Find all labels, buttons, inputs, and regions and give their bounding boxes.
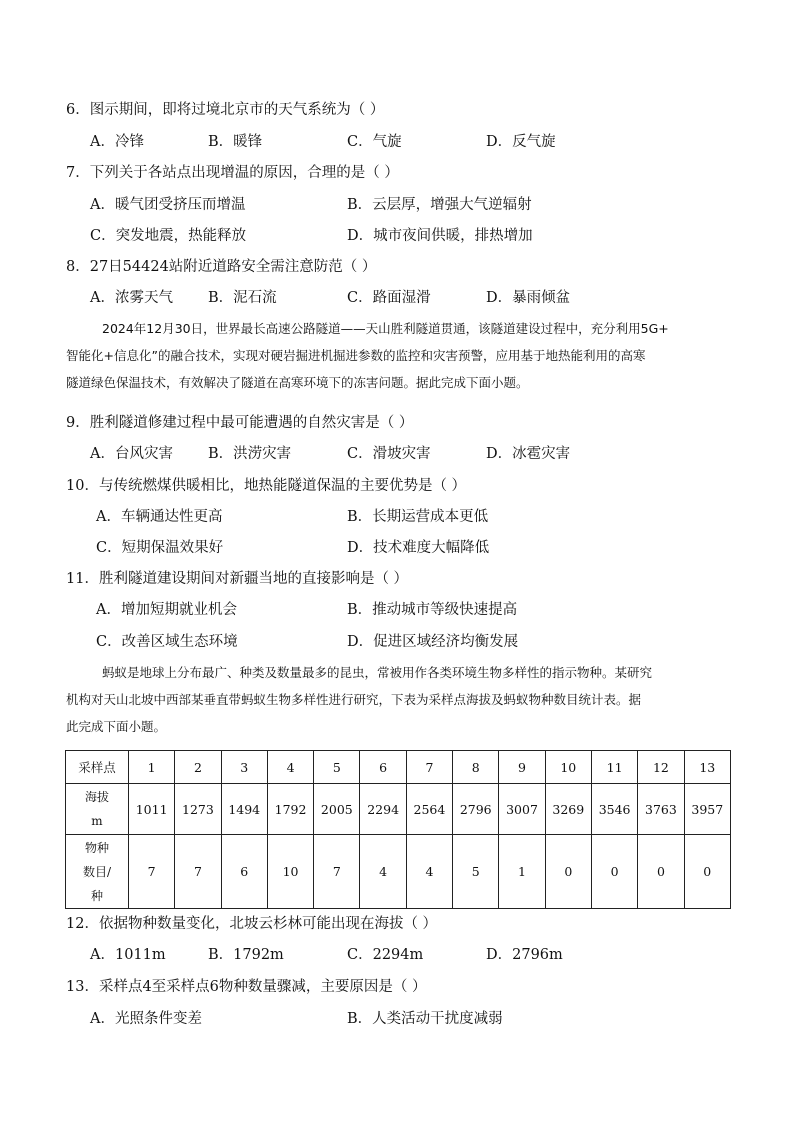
table-cell: 3957 <box>684 784 730 835</box>
table-cell: 4 <box>267 751 313 784</box>
table-cell: 12 <box>638 751 684 784</box>
question-9-option-c: C．滑坡灾害 <box>347 446 431 462</box>
table-cell: 1011 <box>129 784 175 835</box>
table-cell: 2294 <box>360 784 406 835</box>
table-cell: 3269 <box>545 784 591 835</box>
question-13-option-b: B．人类活动干扰度减弱 <box>347 1011 503 1027</box>
passage-ants-line-2: 机构对天山北坡中西部某垂直带蚂蚁生物多样性进行研究，下表为采样点海拔及蚂蚁物种数目统计表。据 <box>66 692 642 707</box>
question-11-option-d: D．促进区域经济均衡发展 <box>347 634 519 650</box>
question-8-option-a: A．浓雾天气 <box>90 290 173 306</box>
question-6-option-d: D．反气旋 <box>486 134 556 150</box>
question-10-option-d: D．技术难度大幅降低 <box>347 540 490 556</box>
question-8-option-d: D．暴雨倾盆 <box>486 290 571 306</box>
question-10-option-a: A．车辆通达性更高 <box>96 509 223 525</box>
passage-tunnel-line-1: 2024年12月30日，世界最长高速公路隧道——天山胜利隧道贯通，该隧道建设过程中，充分利用5G+ <box>102 321 669 336</box>
question-10-option-b: B．长期运营成本更低 <box>347 509 489 525</box>
table-cell: 3 <box>221 751 267 784</box>
table-cell: 10 <box>267 835 313 909</box>
question-7-stem: 7．下列关于各站点出现增温的原因，合理的是（ ） <box>66 165 399 181</box>
species-label-2: 数目/ <box>82 864 112 879</box>
passage-ants <box>66 659 730 740</box>
altitude-unit: m <box>91 814 103 828</box>
table-cell: 3763 <box>638 784 684 835</box>
question-6-option-b: B．暖锋 <box>208 134 263 150</box>
table-cell: 7 <box>129 835 175 909</box>
table-cell: 4 <box>360 835 406 909</box>
question-8-option-b: B．泥石流 <box>208 290 277 306</box>
question-6-stem: 6．图示期间，即将过境北京市的天气系统为（ ） <box>66 102 385 118</box>
question-7-option-b: B．云层厚，增强大气逆辐射 <box>347 197 532 213</box>
question-8-stem: 8．27日54424站附近道路安全需注意防范（ ） <box>66 259 377 275</box>
table-cell: 1273 <box>175 784 221 835</box>
question-10-option-c: C．短期保温效果好 <box>96 540 224 556</box>
question-11-option-b: B．推动城市等级快速提高 <box>347 602 518 618</box>
species-label-1: 物种 <box>84 840 109 855</box>
table-row-sampling-points <box>66 751 731 784</box>
table-cell: 3007 <box>499 784 545 835</box>
table-cell: 6 <box>360 751 406 784</box>
sampling-table <box>65 750 731 909</box>
table-cell: 0 <box>684 835 730 909</box>
table-cell: 2564 <box>406 784 452 835</box>
table-cell: 5 <box>314 751 360 784</box>
passage-ants-line-3: 此完成下面小题。 <box>66 719 167 734</box>
question-7-option-c: C．突发地震，热能释放 <box>90 228 247 244</box>
question-6-option-a: A．冷锋 <box>90 134 144 150</box>
table-cell: 0 <box>591 835 637 909</box>
species-label-3: 种 <box>90 888 103 903</box>
table-cell: 7 <box>406 751 452 784</box>
table-cell: 2005 <box>314 784 360 835</box>
question-11-stem: 11．胜利隧道建设期间对新疆当地的直接影响是（ ） <box>66 571 409 587</box>
table-header-cell <box>66 784 129 835</box>
question-12-option-b: B．1792m <box>208 947 284 963</box>
passage-tunnel <box>66 315 730 396</box>
passage-ants-line-1: 蚂蚁是地球上分布最广、种类及数量最多的昆虫，常被用作各类环境生物多样性的指示物种。某研究 <box>102 665 653 680</box>
question-9-stem: 9．胜利隧道修建过程中最可能遭遇的自然灾害是（ ） <box>66 415 414 431</box>
question-12-option-d: D．2796m <box>486 947 563 963</box>
table-cell: 7 <box>314 835 360 909</box>
table-cell: 1 <box>499 835 545 909</box>
table-cell: 9 <box>499 751 545 784</box>
question-10-stem: 10．与传统燃煤供暖相比，地热能隧道保温的主要优势是（ ） <box>66 478 467 494</box>
table-cell: 13 <box>684 751 730 784</box>
table-cell: 6 <box>221 835 267 909</box>
question-13-stem: 13．采样点4至采样点6物种数量骤减，主要原因是（ ） <box>66 979 427 995</box>
table-cell: 4 <box>406 835 452 909</box>
table-cell: 7 <box>175 835 221 909</box>
table-row-altitude <box>66 784 731 835</box>
question-9-option-d: D．冰雹灾害 <box>486 446 571 462</box>
table-cell: 1792 <box>267 784 313 835</box>
question-8-option-c: C．路面湿滑 <box>347 290 431 306</box>
table-cell: 2796 <box>453 784 499 835</box>
question-12-stem: 12．依据物种数量变化，北坡云杉林可能出现在海拔（ ） <box>66 916 438 932</box>
question-7-option-a: A．暖气团受挤压而增温 <box>90 197 246 213</box>
table-cell: 8 <box>453 751 499 784</box>
table-header-cell <box>66 835 129 909</box>
question-9-option-a: A．台风灾害 <box>90 446 173 462</box>
table-cell: 0 <box>545 835 591 909</box>
table-row-species <box>66 835 731 909</box>
question-11-option-a: A．增加短期就业机会 <box>96 602 237 618</box>
table-cell: 2 <box>175 751 221 784</box>
altitude-label: 海拔 <box>84 790 109 804</box>
passage-tunnel-line-3: 隧道绿色保温技术，有效解决了隧道在高寒环境下的冻害问题。据此完成下面小题。 <box>66 375 529 390</box>
table-cell: 5 <box>453 835 499 909</box>
table-cell: 1 <box>129 751 175 784</box>
table-cell: 1494 <box>221 784 267 835</box>
passage-tunnel-line-2: 智能化+信息化”的融合技术，实现对硬岩掘进机掘进参数的监控和灾害预警，应用基于地热能利用的高寒 <box>66 348 646 363</box>
question-13-option-a: A．光照条件变差 <box>90 1011 202 1027</box>
question-12-option-c: C．2294m <box>347 947 424 963</box>
question-6-option-c: C．气旋 <box>347 134 402 150</box>
question-7-option-d: D．城市夜间供暖，排热增加 <box>347 228 533 244</box>
table-cell: 3546 <box>591 784 637 835</box>
table-cell: 11 <box>591 751 637 784</box>
table-header-cell: 采样点 <box>66 751 129 784</box>
question-11-option-c: C．改善区域生态环境 <box>96 634 238 650</box>
question-12-option-a: A．1011m <box>90 947 166 963</box>
question-9-option-b: B．洪涝灾害 <box>208 446 292 462</box>
table-cell: 10 <box>545 751 591 784</box>
table-cell: 0 <box>638 835 684 909</box>
